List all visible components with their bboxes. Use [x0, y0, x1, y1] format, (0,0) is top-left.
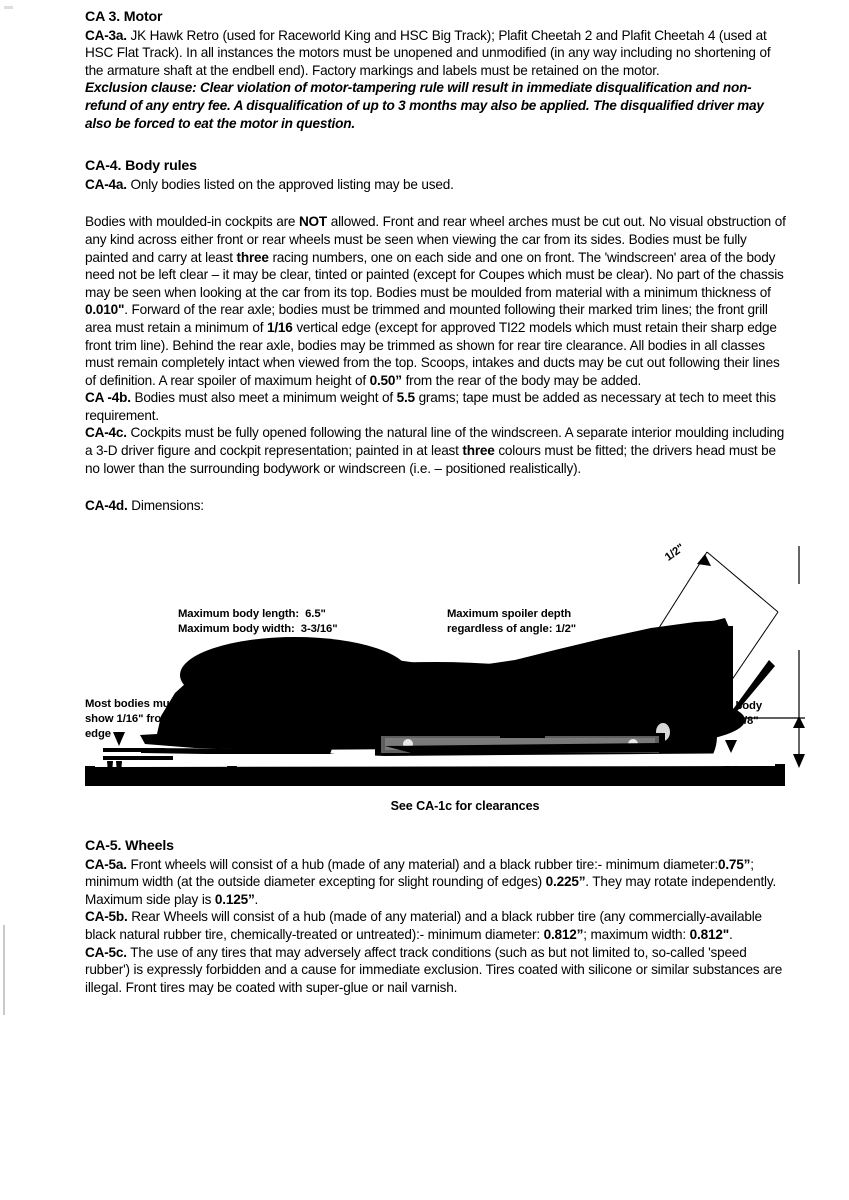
paragraph-ca3a: CA-3a. JK Hawk Retro (used for Raceworld King and HSC Big Track); Plafit Cheetah 2 and Plafit Cheetah 4 (used at HSC Flat Track). In all instances the motors must be unopened and unmodified (in any way including no shortening of the armature shaft at the endbell end). Factory markings and labels must be retained on the motor. [85, 27, 771, 78]
label-front-edge-line3: edge [85, 728, 111, 740]
label-spoiler-vertical-half-inch: 1/2" [618, 668, 639, 680]
section-ca5 [85, 838, 788, 996]
paragraph-ca5c: CA-5c. The use of any tires that may adversely affect track conditions (such as but not limited to, so-called 'speed rubber') is expressly forbidden and a cause for immediate exclusion. Tires coated with silicone or similar substances are illegal. Front tires may be coated with super-glue or nail varnish. [85, 944, 783, 995]
label-max-body-width: Maximum body width: 3-3/16" [178, 623, 338, 635]
paragraph-ca4d: CA-4d. Dimensions: [85, 498, 204, 514]
section-ca3 [85, 9, 788, 132]
label-front-edge-line1: Most bodies must [85, 698, 180, 710]
height-arrow-down [793, 754, 805, 768]
scan-artifact-dot [4, 6, 13, 9]
document-body [85, 9, 788, 515]
label-max-body-height-line2: height: 1-3/8" [688, 715, 759, 727]
heading-ca5: CA-5. Wheels [85, 838, 174, 854]
front-edge-arrow [113, 732, 125, 746]
paragraph-exclusion-clause: Exclusion clause: Clear violation of motor-tampering rule will result in immediate disqualification and non-refund of any entry fee. A disqualification of up to 3 months may also be applied. The disqualified driver may also be forced to eat the motor in question. [85, 80, 764, 131]
car-side-view-illustration [85, 540, 845, 798]
label-spoiler-angled-half-inch: 1/2" [663, 541, 687, 564]
paragraph-ca4a: CA-4a. Only bodies listed on the approved listing may be used. [85, 176, 454, 192]
paragraph-ca4-bodies: Bodies with moulded-in cockpits are NOT allowed. Front and rear wheel arches must be cut out. No visual obstruction of any kind across either front or rear wheels must be seen when viewing the car from its sides. Bodies must be fully painted and carry at least three racing numbers, one on each side and one on front. The 'windscreen' area of the body need not be left clear – it may be clear, tinted or painted (except for Coupes which must be clear). No part of the chassis may be seen when looking at the car from its top. Bodies must be moulded from material with a minimum thickness of 0.010". Forward of the rear axle; bodies must be trimmed and mounted following their marked trim lines; the front grill area must retain a minimum of 1/16 vertical edge (except for approved TI22 models which must retain their sharp edge front trim line). Behind the rear axle, bodies may be trimmed as shown for rear tire clearance. All bodies in all classes must remain completely intact when viewed from the top. Scoops, intakes and ducts may be cut out following their lines of definition. A rear spoiler of maximum height of 0.50” from the rear of the body may be added. [85, 214, 786, 388]
paragraph-ca4b: CA -4b. Bodies must also meet a minimum weight of 5.5 grams; tape must be added as necessary at tech to meet this requirement. [85, 390, 776, 423]
section-ca4 [85, 158, 788, 515]
heading-ca4: CA-4. Body rules [85, 158, 197, 175]
label-max-body-height-line1: Maximum body [681, 700, 763, 712]
spacer [85, 193, 788, 213]
spacer [85, 132, 788, 158]
paragraph-ca4c: CA-4c. Cockpits must be fully opened following the natural line of the windscreen. A separate interior moulding including a 3-D driver figure and cockpit representation; painted in at least three colours must be fitted; the drivers head must be no lower than the surrounding bodywork or windscreen (i.e. – positioned realistically). [85, 425, 785, 476]
scan-artifact-line [3, 925, 5, 1015]
label-max-body-length: Maximum body length: 6.5" [178, 608, 326, 620]
spacer [85, 477, 788, 497]
dimensions-diagram [85, 540, 845, 832]
paragraph-ca5a: CA-5a. Front wheels will consist of a hub (made of any material) and a black rubber tire:- minimum diameter:0.75”; minimum width (at the outside diameter excepting for slight rounding of edges) 0.225”. They may rotate independently. Maximum side play is 0.125”. [85, 856, 777, 907]
label-max-spoiler-depth-line2: regardless of angle: 1/2" [447, 623, 577, 635]
heading-ca3: CA 3. Motor [85, 9, 163, 25]
label-front-edge-line2: show 1/16" front [85, 713, 172, 725]
label-front-wheel-wells: Front wheel wells must be cut open [207, 665, 395, 677]
paragraph-ca5b: CA-5b. Rear Wheels will consist of a hub (made of any material) and a black rubber tire (any commercially-available black natural rubber tire, chemically-treated or untreated):- minimum diameter: 0.812”; maximum width: 0.812". [85, 909, 762, 942]
figure-caption: See CA-1c for clearances [390, 799, 540, 813]
label-max-spoiler-depth-line1: Maximum spoiler depth [447, 608, 572, 620]
